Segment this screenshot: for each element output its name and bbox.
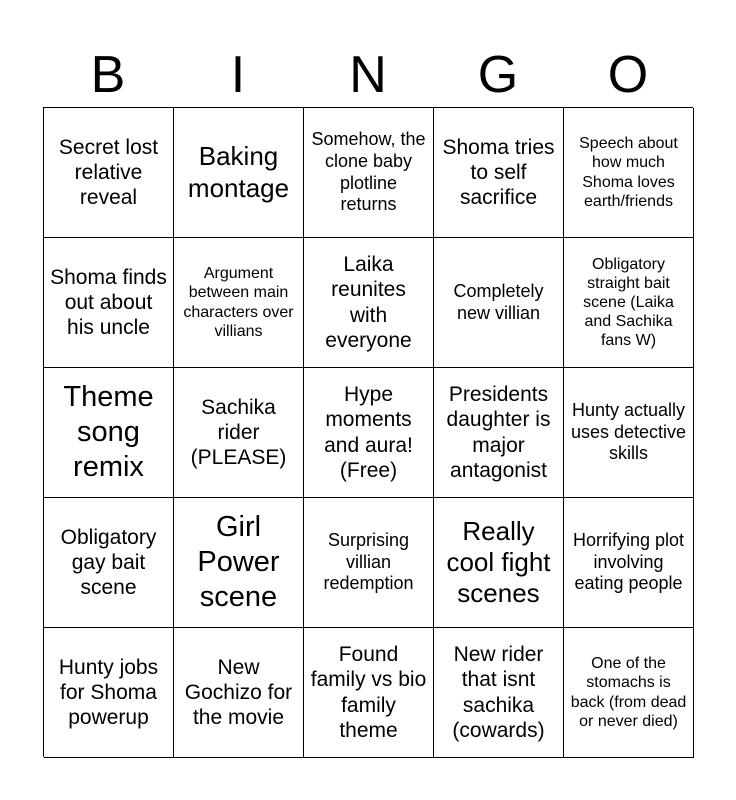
bingo-cell[interactable]: [564, 628, 694, 758]
cell-text: Presidents daughter is major antagonist: [446, 383, 551, 482]
bingo-cell[interactable]: [304, 628, 434, 758]
cell-text: Theme song remix: [63, 381, 154, 483]
cell-text: Hunty jobs for Shoma powerup: [58, 655, 159, 730]
cell-text: Shoma tries to self sacrifice: [442, 135, 555, 210]
cell-text: Hunty actually uses detective skills: [570, 400, 687, 464]
cell-text: Somehow, the clone baby plotline returns: [311, 129, 426, 215]
bingo-cell[interactable]: [304, 238, 434, 368]
header-letter-g: G: [477, 46, 519, 104]
bingo-cell[interactable]: [44, 628, 174, 758]
cell-text: Obligatory straight bait scene (Laika and Sachika fans W): [583, 255, 674, 350]
bingo-cell[interactable]: [564, 368, 694, 498]
cell-text: Completely new villian: [453, 280, 544, 323]
cell-text: Speech about how much Shoma loves earth/friends: [579, 135, 678, 210]
bingo-cell[interactable]: [174, 628, 304, 758]
bingo-header: [43, 44, 693, 106]
bingo-cell[interactable]: [304, 368, 434, 498]
bingo-cell[interactable]: [304, 108, 434, 238]
header-letter-b: B: [90, 46, 126, 104]
bingo-cell[interactable]: [44, 238, 174, 368]
cell-text: One of the stomachs is back (from dead or never died): [570, 655, 687, 730]
cell-text: Baking montage: [187, 141, 290, 203]
bingo-cell[interactable]: [304, 498, 434, 628]
bingo-cell[interactable]: [434, 498, 564, 628]
cell-text: Found family vs bio family theme: [310, 643, 427, 742]
bingo-cell[interactable]: [564, 108, 694, 238]
bingo-cell[interactable]: [434, 368, 564, 498]
cell-text: Obligatory gay bait scene: [60, 525, 157, 600]
bingo-cell[interactable]: [434, 108, 564, 238]
header-letter-o: O: [607, 46, 649, 104]
cell-text: Surprising villian redemption: [323, 530, 414, 594]
bingo-cell[interactable]: [564, 238, 694, 368]
cell-text: Sachika rider (PLEASE): [190, 395, 287, 470]
bingo-cell[interactable]: [44, 368, 174, 498]
header-letter-i: I: [230, 46, 246, 104]
bingo-cell[interactable]: [434, 238, 564, 368]
bingo-cell[interactable]: [174, 108, 304, 238]
bingo-cell[interactable]: [564, 498, 694, 628]
header-letter-n: N: [349, 46, 387, 104]
bingo-grid: [43, 107, 693, 757]
cell-text: Horrifying plot involving eating people: [572, 530, 685, 594]
cell-text: Really cool fight scenes: [446, 515, 551, 609]
cell-text: Hype moments and aura! (Free): [324, 383, 413, 482]
bingo-cell[interactable]: [44, 108, 174, 238]
cell-text: Argument between main characters over villians: [183, 265, 294, 340]
bingo-cell[interactable]: [174, 368, 304, 498]
bingo-cell[interactable]: [174, 238, 304, 368]
cell-text: Girl Power scene: [197, 511, 280, 613]
bingo-cell[interactable]: [434, 628, 564, 758]
cell-text: Shoma finds out about his uncle: [50, 265, 167, 340]
bingo-cell[interactable]: [174, 498, 304, 628]
cell-text: New rider that isnt sachika (cowards): [452, 643, 545, 742]
cell-text: Laika reunites with everyone: [325, 253, 412, 352]
cell-text: New Gochizo for the movie: [184, 655, 293, 730]
cell-text: Secret lost relative reveal: [58, 135, 159, 210]
bingo-cell[interactable]: [44, 498, 174, 628]
